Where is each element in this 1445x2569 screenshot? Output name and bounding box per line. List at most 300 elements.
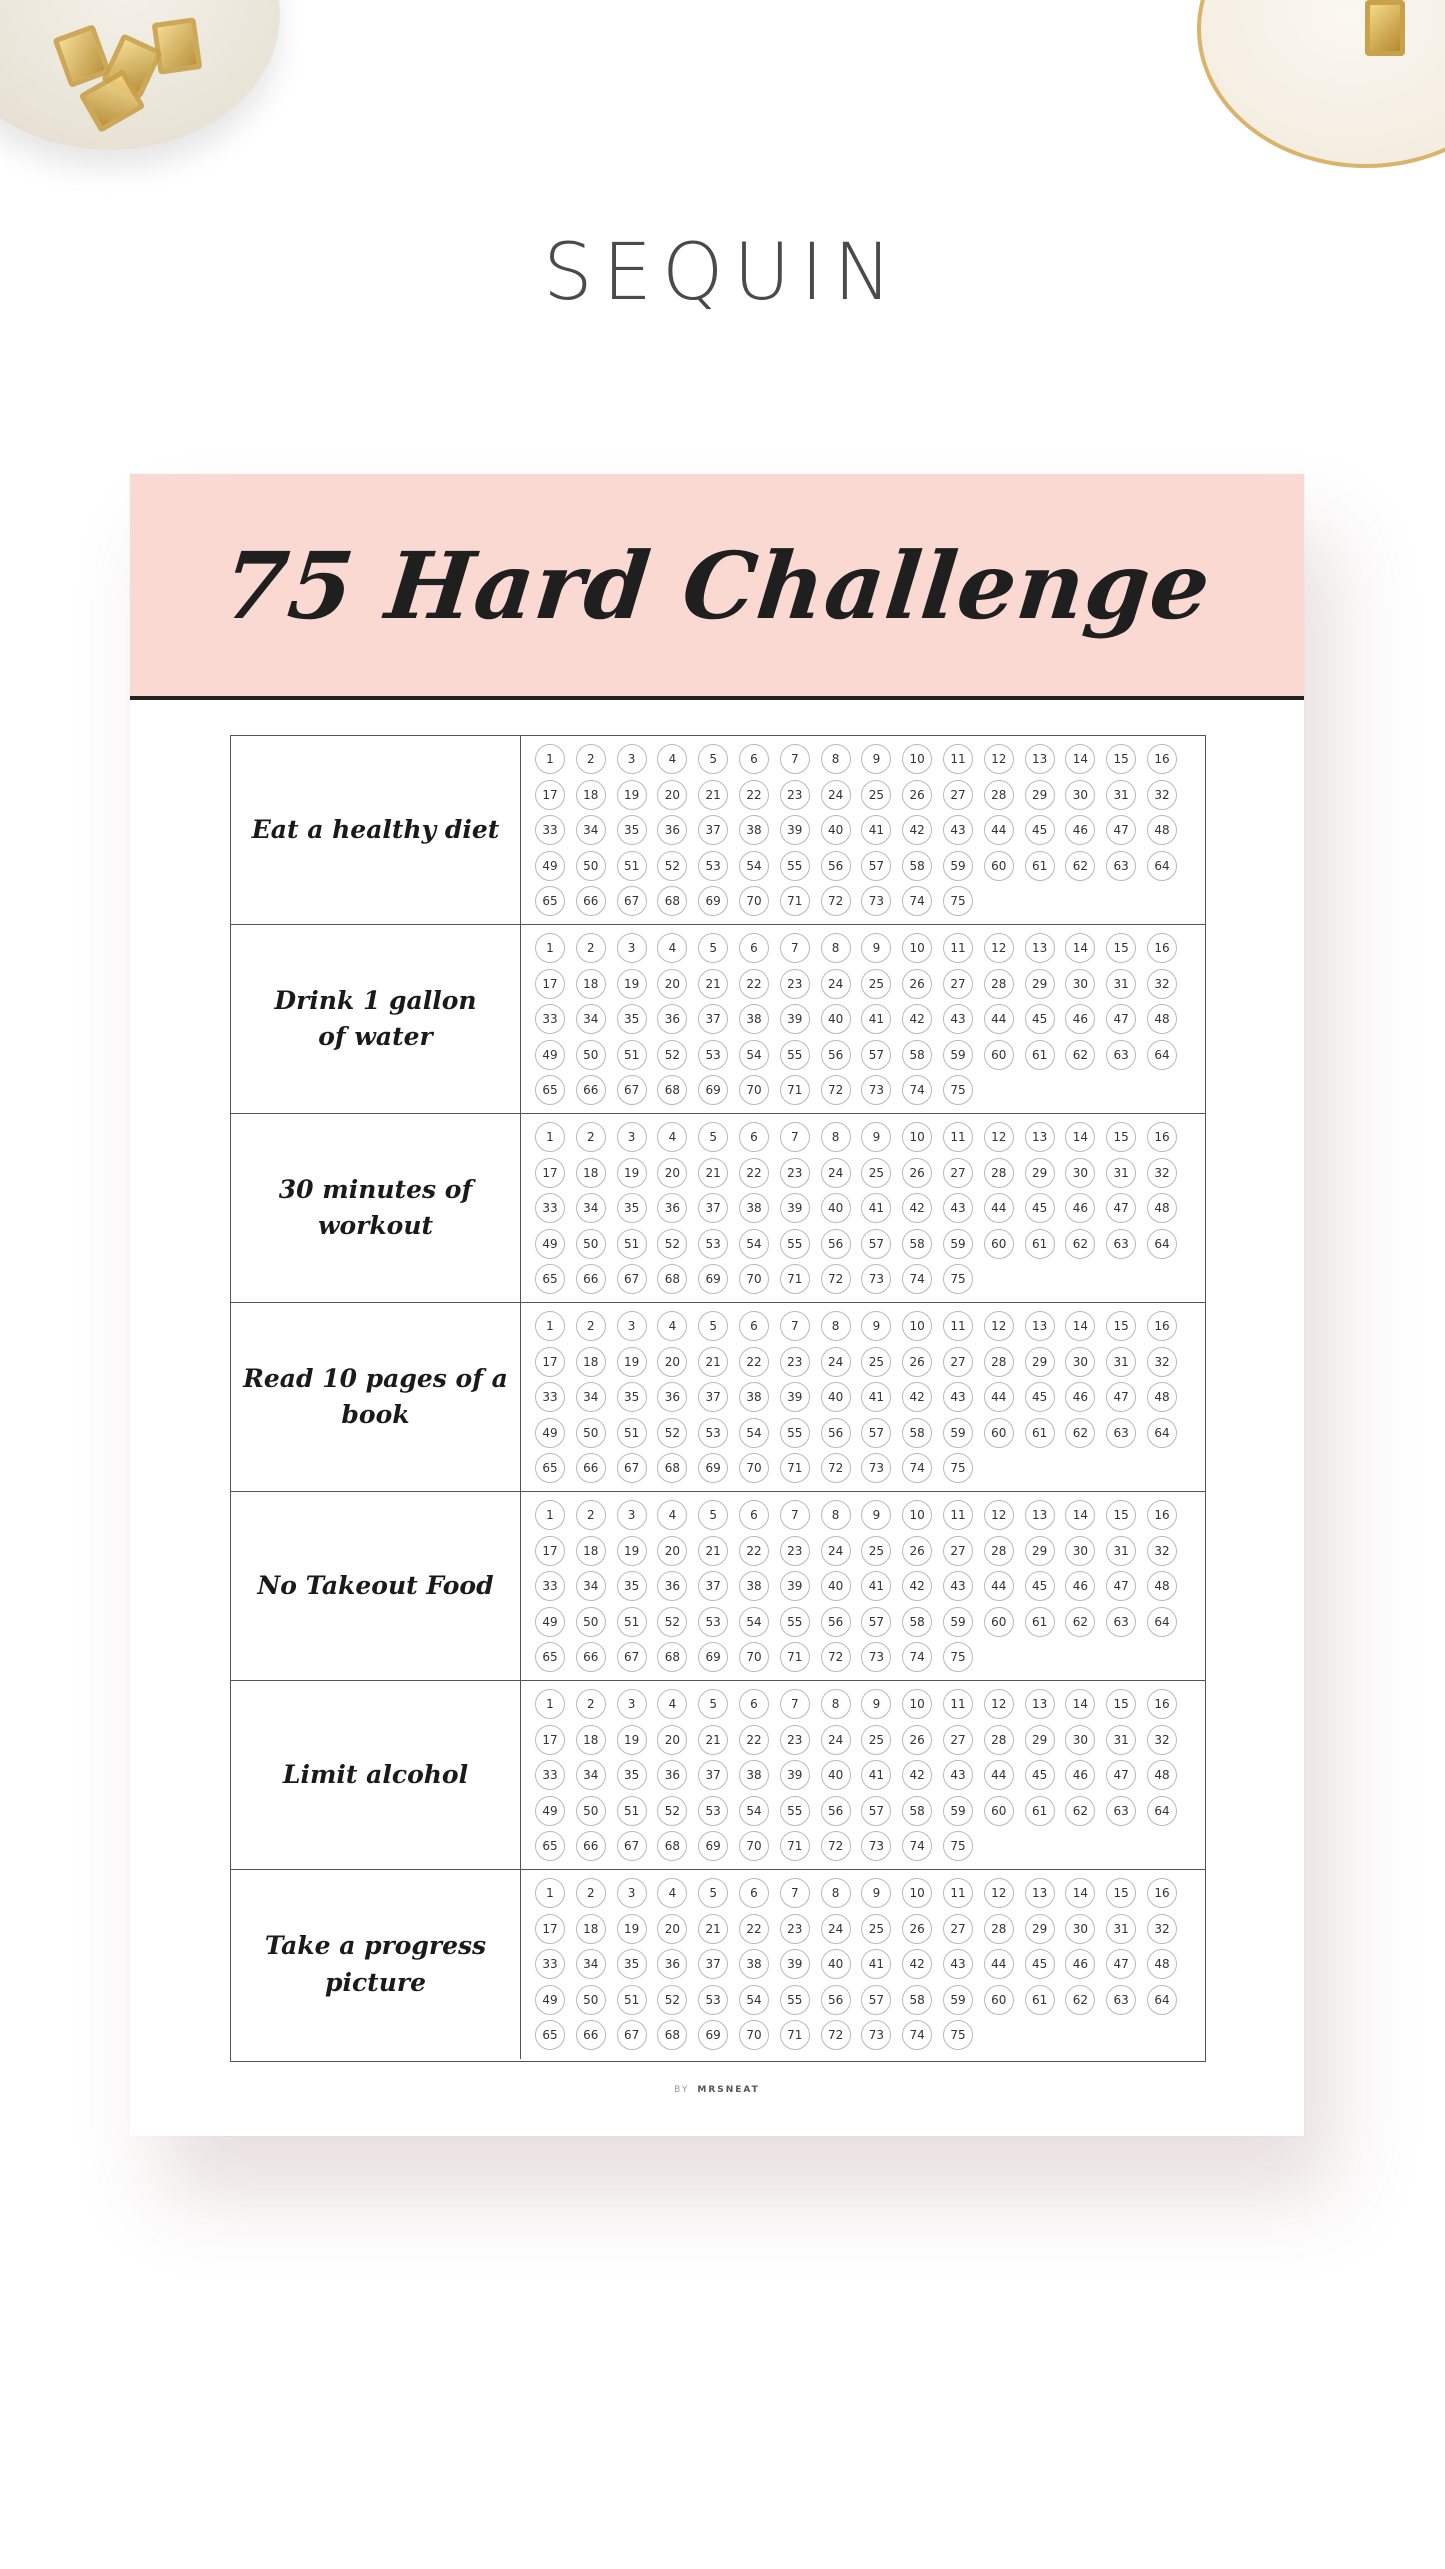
day-checkbox-circle[interactable]: 37 bbox=[698, 1382, 728, 1412]
day-checkbox-circle[interactable]: 39 bbox=[780, 1949, 810, 1979]
day-checkbox-circle[interactable]: 44 bbox=[984, 1382, 1014, 1412]
day-checkbox-circle[interactable]: 72 bbox=[821, 1453, 851, 1483]
day-checkbox-circle[interactable]: 54 bbox=[739, 851, 769, 881]
day-checkbox-circle[interactable]: 36 bbox=[657, 1193, 687, 1223]
day-checkbox-circle[interactable]: 23 bbox=[780, 1347, 810, 1377]
day-checkbox-circle[interactable]: 75 bbox=[943, 2020, 973, 2050]
day-checkbox-circle[interactable]: 62 bbox=[1065, 1607, 1095, 1637]
day-checkbox-circle[interactable]: 38 bbox=[739, 1571, 769, 1601]
day-checkbox-circle[interactable]: 15 bbox=[1106, 1689, 1136, 1719]
day-checkbox-circle[interactable]: 21 bbox=[698, 969, 728, 999]
day-checkbox-circle[interactable]: 61 bbox=[1025, 1229, 1055, 1259]
day-checkbox-circle[interactable]: 20 bbox=[657, 1158, 687, 1188]
day-checkbox-circle[interactable]: 49 bbox=[535, 1985, 565, 2015]
day-checkbox-circle[interactable]: 33 bbox=[535, 1382, 565, 1412]
day-checkbox-circle[interactable]: 39 bbox=[780, 1571, 810, 1601]
day-checkbox-circle[interactable]: 17 bbox=[535, 1914, 565, 1944]
day-checkbox-circle[interactable]: 17 bbox=[535, 1158, 565, 1188]
day-checkbox-circle[interactable]: 57 bbox=[861, 1985, 891, 2015]
day-checkbox-circle[interactable]: 40 bbox=[821, 1760, 851, 1790]
day-checkbox-circle[interactable]: 15 bbox=[1106, 933, 1136, 963]
day-checkbox-circle[interactable]: 14 bbox=[1065, 1500, 1095, 1530]
day-checkbox-circle[interactable]: 4 bbox=[657, 1500, 687, 1530]
day-checkbox-circle[interactable]: 61 bbox=[1025, 1796, 1055, 1826]
day-checkbox-circle[interactable]: 35 bbox=[617, 1760, 647, 1790]
day-checkbox-circle[interactable]: 5 bbox=[698, 744, 728, 774]
day-checkbox-circle[interactable]: 38 bbox=[739, 815, 769, 845]
day-checkbox-circle[interactable]: 4 bbox=[657, 1878, 687, 1908]
day-checkbox-circle[interactable]: 68 bbox=[657, 1453, 687, 1483]
day-checkbox-circle[interactable]: 3 bbox=[617, 1122, 647, 1152]
day-checkbox-circle[interactable]: 33 bbox=[535, 1760, 565, 1790]
day-checkbox-circle[interactable]: 25 bbox=[861, 1914, 891, 1944]
day-checkbox-circle[interactable]: 56 bbox=[821, 1796, 851, 1826]
day-checkbox-circle[interactable]: 73 bbox=[861, 1831, 891, 1861]
day-checkbox-circle[interactable]: 24 bbox=[821, 969, 851, 999]
day-checkbox-circle[interactable]: 2 bbox=[576, 1689, 606, 1719]
day-checkbox-circle[interactable]: 34 bbox=[576, 1382, 606, 1412]
day-checkbox-circle[interactable]: 22 bbox=[739, 969, 769, 999]
day-checkbox-circle[interactable]: 9 bbox=[861, 1311, 891, 1341]
day-checkbox-circle[interactable]: 26 bbox=[902, 1158, 932, 1188]
day-checkbox-circle[interactable]: 46 bbox=[1065, 1571, 1095, 1601]
day-checkbox-circle[interactable]: 64 bbox=[1147, 1040, 1177, 1070]
day-checkbox-circle[interactable]: 6 bbox=[739, 933, 769, 963]
day-checkbox-circle[interactable]: 74 bbox=[902, 886, 932, 916]
day-checkbox-circle[interactable]: 60 bbox=[984, 1229, 1014, 1259]
day-checkbox-circle[interactable]: 19 bbox=[617, 1914, 647, 1944]
day-checkbox-circle[interactable]: 55 bbox=[780, 1985, 810, 2015]
day-checkbox-circle[interactable]: 10 bbox=[902, 1500, 932, 1530]
day-checkbox-circle[interactable]: 40 bbox=[821, 1193, 851, 1223]
day-checkbox-circle[interactable]: 16 bbox=[1147, 1311, 1177, 1341]
day-checkbox-circle[interactable]: 36 bbox=[657, 1571, 687, 1601]
day-checkbox-circle[interactable]: 30 bbox=[1065, 969, 1095, 999]
day-checkbox-circle[interactable]: 5 bbox=[698, 1122, 728, 1152]
day-checkbox-circle[interactable]: 75 bbox=[943, 1075, 973, 1105]
day-checkbox-circle[interactable]: 33 bbox=[535, 815, 565, 845]
day-checkbox-circle[interactable]: 5 bbox=[698, 1500, 728, 1530]
day-checkbox-circle[interactable]: 61 bbox=[1025, 1607, 1055, 1637]
day-checkbox-circle[interactable]: 37 bbox=[698, 1193, 728, 1223]
day-checkbox-circle[interactable]: 30 bbox=[1065, 1914, 1095, 1944]
day-checkbox-circle[interactable]: 18 bbox=[576, 1536, 606, 1566]
day-checkbox-circle[interactable]: 20 bbox=[657, 969, 687, 999]
day-checkbox-circle[interactable]: 57 bbox=[861, 1418, 891, 1448]
day-checkbox-circle[interactable]: 4 bbox=[657, 1311, 687, 1341]
day-checkbox-circle[interactable]: 30 bbox=[1065, 1725, 1095, 1755]
day-checkbox-circle[interactable]: 60 bbox=[984, 1607, 1014, 1637]
day-checkbox-circle[interactable]: 62 bbox=[1065, 1796, 1095, 1826]
day-checkbox-circle[interactable]: 70 bbox=[739, 1264, 769, 1294]
day-checkbox-circle[interactable]: 21 bbox=[698, 1914, 728, 1944]
day-checkbox-circle[interactable]: 31 bbox=[1106, 1536, 1136, 1566]
day-checkbox-circle[interactable]: 52 bbox=[657, 1229, 687, 1259]
day-checkbox-circle[interactable]: 24 bbox=[821, 1914, 851, 1944]
day-checkbox-circle[interactable]: 9 bbox=[861, 1878, 891, 1908]
day-checkbox-circle[interactable]: 41 bbox=[861, 1949, 891, 1979]
day-checkbox-circle[interactable]: 47 bbox=[1106, 1004, 1136, 1034]
day-checkbox-circle[interactable]: 9 bbox=[861, 1500, 891, 1530]
day-checkbox-circle[interactable]: 29 bbox=[1025, 1725, 1055, 1755]
day-checkbox-circle[interactable]: 34 bbox=[576, 1571, 606, 1601]
day-checkbox-circle[interactable]: 71 bbox=[780, 886, 810, 916]
day-checkbox-circle[interactable]: 71 bbox=[780, 1642, 810, 1672]
day-checkbox-circle[interactable]: 72 bbox=[821, 1642, 851, 1672]
day-checkbox-circle[interactable]: 57 bbox=[861, 851, 891, 881]
day-checkbox-circle[interactable]: 31 bbox=[1106, 1347, 1136, 1377]
day-checkbox-circle[interactable]: 43 bbox=[943, 1760, 973, 1790]
day-checkbox-circle[interactable]: 60 bbox=[984, 1418, 1014, 1448]
day-checkbox-circle[interactable]: 27 bbox=[943, 1347, 973, 1377]
day-checkbox-circle[interactable]: 24 bbox=[821, 780, 851, 810]
day-checkbox-circle[interactable]: 42 bbox=[902, 1382, 932, 1412]
day-checkbox-circle[interactable]: 44 bbox=[984, 1949, 1014, 1979]
day-checkbox-circle[interactable]: 39 bbox=[780, 1193, 810, 1223]
day-checkbox-circle[interactable]: 37 bbox=[698, 1571, 728, 1601]
day-checkbox-circle[interactable]: 38 bbox=[739, 1382, 769, 1412]
day-checkbox-circle[interactable]: 38 bbox=[739, 1949, 769, 1979]
day-checkbox-circle[interactable]: 68 bbox=[657, 2020, 687, 2050]
day-checkbox-circle[interactable]: 8 bbox=[821, 1500, 851, 1530]
day-checkbox-circle[interactable]: 58 bbox=[902, 851, 932, 881]
day-checkbox-circle[interactable]: 44 bbox=[984, 1760, 1014, 1790]
day-checkbox-circle[interactable]: 4 bbox=[657, 933, 687, 963]
day-checkbox-circle[interactable]: 55 bbox=[780, 1607, 810, 1637]
day-checkbox-circle[interactable]: 67 bbox=[617, 886, 647, 916]
day-checkbox-circle[interactable]: 46 bbox=[1065, 1382, 1095, 1412]
day-checkbox-circle[interactable]: 48 bbox=[1147, 1193, 1177, 1223]
day-checkbox-circle[interactable]: 51 bbox=[617, 1229, 647, 1259]
day-checkbox-circle[interactable]: 55 bbox=[780, 851, 810, 881]
day-checkbox-circle[interactable]: 14 bbox=[1065, 744, 1095, 774]
day-checkbox-circle[interactable]: 49 bbox=[535, 1040, 565, 1070]
day-checkbox-circle[interactable]: 9 bbox=[861, 1689, 891, 1719]
day-checkbox-circle[interactable]: 62 bbox=[1065, 851, 1095, 881]
day-checkbox-circle[interactable]: 59 bbox=[943, 1040, 973, 1070]
day-checkbox-circle[interactable]: 13 bbox=[1025, 1878, 1055, 1908]
day-checkbox-circle[interactable]: 67 bbox=[617, 1264, 647, 1294]
day-checkbox-circle[interactable]: 29 bbox=[1025, 969, 1055, 999]
day-checkbox-circle[interactable]: 66 bbox=[576, 2020, 606, 2050]
day-checkbox-circle[interactable]: 22 bbox=[739, 1536, 769, 1566]
day-checkbox-circle[interactable]: 20 bbox=[657, 780, 687, 810]
day-checkbox-circle[interactable]: 8 bbox=[821, 1122, 851, 1152]
day-checkbox-circle[interactable]: 40 bbox=[821, 1949, 851, 1979]
day-checkbox-circle[interactable]: 71 bbox=[780, 1264, 810, 1294]
day-checkbox-circle[interactable]: 25 bbox=[861, 1725, 891, 1755]
day-checkbox-circle[interactable]: 10 bbox=[902, 744, 932, 774]
day-checkbox-circle[interactable]: 75 bbox=[943, 1642, 973, 1672]
day-checkbox-circle[interactable]: 7 bbox=[780, 744, 810, 774]
day-checkbox-circle[interactable]: 27 bbox=[943, 1158, 973, 1188]
day-checkbox-circle[interactable]: 25 bbox=[861, 780, 891, 810]
day-checkbox-circle[interactable]: 73 bbox=[861, 886, 891, 916]
day-checkbox-circle[interactable]: 27 bbox=[943, 1914, 973, 1944]
day-checkbox-circle[interactable]: 73 bbox=[861, 1453, 891, 1483]
day-checkbox-circle[interactable]: 49 bbox=[535, 1418, 565, 1448]
day-checkbox-circle[interactable]: 24 bbox=[821, 1158, 851, 1188]
day-checkbox-circle[interactable]: 48 bbox=[1147, 1571, 1177, 1601]
day-checkbox-circle[interactable]: 66 bbox=[576, 1075, 606, 1105]
day-checkbox-circle[interactable]: 59 bbox=[943, 1796, 973, 1826]
day-checkbox-circle[interactable]: 35 bbox=[617, 815, 647, 845]
day-checkbox-circle[interactable]: 19 bbox=[617, 1158, 647, 1188]
day-checkbox-circle[interactable]: 75 bbox=[943, 1264, 973, 1294]
day-checkbox-circle[interactable]: 67 bbox=[617, 1453, 647, 1483]
day-checkbox-circle[interactable]: 40 bbox=[821, 1382, 851, 1412]
day-checkbox-circle[interactable]: 54 bbox=[739, 1229, 769, 1259]
day-checkbox-circle[interactable]: 16 bbox=[1147, 744, 1177, 774]
day-checkbox-circle[interactable]: 60 bbox=[984, 1985, 1014, 2015]
day-checkbox-circle[interactable]: 36 bbox=[657, 1949, 687, 1979]
day-checkbox-circle[interactable]: 6 bbox=[739, 1311, 769, 1341]
day-checkbox-circle[interactable]: 41 bbox=[861, 1760, 891, 1790]
day-checkbox-circle[interactable]: 39 bbox=[780, 815, 810, 845]
day-checkbox-circle[interactable]: 45 bbox=[1025, 1571, 1055, 1601]
day-checkbox-circle[interactable]: 12 bbox=[984, 744, 1014, 774]
day-checkbox-circle[interactable]: 69 bbox=[698, 886, 728, 916]
day-checkbox-circle[interactable]: 52 bbox=[657, 1040, 687, 1070]
day-checkbox-circle[interactable]: 36 bbox=[657, 1382, 687, 1412]
day-checkbox-circle[interactable]: 18 bbox=[576, 1725, 606, 1755]
day-checkbox-circle[interactable]: 14 bbox=[1065, 1689, 1095, 1719]
day-checkbox-circle[interactable]: 33 bbox=[535, 1004, 565, 1034]
day-checkbox-circle[interactable]: 37 bbox=[698, 1760, 728, 1790]
day-checkbox-circle[interactable]: 71 bbox=[780, 1831, 810, 1861]
day-checkbox-circle[interactable]: 11 bbox=[943, 1311, 973, 1341]
day-checkbox-circle[interactable]: 46 bbox=[1065, 1760, 1095, 1790]
day-checkbox-circle[interactable]: 53 bbox=[698, 1607, 728, 1637]
day-checkbox-circle[interactable]: 51 bbox=[617, 1796, 647, 1826]
day-checkbox-circle[interactable]: 52 bbox=[657, 1418, 687, 1448]
day-checkbox-circle[interactable]: 8 bbox=[821, 1878, 851, 1908]
day-checkbox-circle[interactable]: 62 bbox=[1065, 1418, 1095, 1448]
day-checkbox-circle[interactable]: 61 bbox=[1025, 851, 1055, 881]
day-checkbox-circle[interactable]: 63 bbox=[1106, 1418, 1136, 1448]
day-checkbox-circle[interactable]: 44 bbox=[984, 1004, 1014, 1034]
day-checkbox-circle[interactable]: 1 bbox=[535, 1500, 565, 1530]
day-checkbox-circle[interactable]: 30 bbox=[1065, 1347, 1095, 1377]
day-checkbox-circle[interactable]: 37 bbox=[698, 1004, 728, 1034]
day-checkbox-circle[interactable]: 49 bbox=[535, 1607, 565, 1637]
day-checkbox-circle[interactable]: 5 bbox=[698, 1311, 728, 1341]
day-checkbox-circle[interactable]: 6 bbox=[739, 744, 769, 774]
day-checkbox-circle[interactable]: 72 bbox=[821, 1075, 851, 1105]
day-checkbox-circle[interactable]: 35 bbox=[617, 1004, 647, 1034]
day-checkbox-circle[interactable]: 25 bbox=[861, 1536, 891, 1566]
day-checkbox-circle[interactable]: 64 bbox=[1147, 1418, 1177, 1448]
day-checkbox-circle[interactable]: 64 bbox=[1147, 851, 1177, 881]
day-checkbox-circle[interactable]: 18 bbox=[576, 1347, 606, 1377]
day-checkbox-circle[interactable]: 42 bbox=[902, 1949, 932, 1979]
day-checkbox-circle[interactable]: 14 bbox=[1065, 933, 1095, 963]
day-checkbox-circle[interactable]: 35 bbox=[617, 1949, 647, 1979]
day-checkbox-circle[interactable]: 68 bbox=[657, 1264, 687, 1294]
day-checkbox-circle[interactable]: 10 bbox=[902, 1311, 932, 1341]
day-checkbox-circle[interactable]: 28 bbox=[984, 780, 1014, 810]
day-checkbox-circle[interactable]: 1 bbox=[535, 933, 565, 963]
day-checkbox-circle[interactable]: 65 bbox=[535, 1075, 565, 1105]
day-checkbox-circle[interactable]: 70 bbox=[739, 1642, 769, 1672]
day-checkbox-circle[interactable]: 18 bbox=[576, 1914, 606, 1944]
day-checkbox-circle[interactable]: 70 bbox=[739, 1831, 769, 1861]
day-checkbox-circle[interactable]: 65 bbox=[535, 1642, 565, 1672]
day-checkbox-circle[interactable]: 26 bbox=[902, 1725, 932, 1755]
day-checkbox-circle[interactable]: 16 bbox=[1147, 1878, 1177, 1908]
day-checkbox-circle[interactable]: 71 bbox=[780, 1075, 810, 1105]
day-checkbox-circle[interactable]: 55 bbox=[780, 1040, 810, 1070]
day-checkbox-circle[interactable]: 70 bbox=[739, 2020, 769, 2050]
day-checkbox-circle[interactable]: 1 bbox=[535, 1122, 565, 1152]
day-checkbox-circle[interactable]: 45 bbox=[1025, 1949, 1055, 1979]
day-checkbox-circle[interactable]: 12 bbox=[984, 1500, 1014, 1530]
day-checkbox-circle[interactable]: 12 bbox=[984, 933, 1014, 963]
day-checkbox-circle[interactable]: 50 bbox=[576, 1229, 606, 1259]
day-checkbox-circle[interactable]: 74 bbox=[902, 1831, 932, 1861]
day-checkbox-circle[interactable]: 6 bbox=[739, 1500, 769, 1530]
day-checkbox-circle[interactable]: 17 bbox=[535, 969, 565, 999]
day-checkbox-circle[interactable]: 17 bbox=[535, 780, 565, 810]
day-checkbox-circle[interactable]: 1 bbox=[535, 744, 565, 774]
day-checkbox-circle[interactable]: 49 bbox=[535, 1796, 565, 1826]
day-checkbox-circle[interactable]: 3 bbox=[617, 1689, 647, 1719]
day-checkbox-circle[interactable]: 68 bbox=[657, 886, 687, 916]
day-checkbox-circle[interactable]: 56 bbox=[821, 1229, 851, 1259]
day-checkbox-circle[interactable]: 47 bbox=[1106, 1193, 1136, 1223]
day-checkbox-circle[interactable]: 69 bbox=[698, 2020, 728, 2050]
day-checkbox-circle[interactable]: 47 bbox=[1106, 815, 1136, 845]
day-checkbox-circle[interactable]: 50 bbox=[576, 1607, 606, 1637]
day-checkbox-circle[interactable]: 23 bbox=[780, 1914, 810, 1944]
day-checkbox-circle[interactable]: 58 bbox=[902, 1418, 932, 1448]
day-checkbox-circle[interactable]: 45 bbox=[1025, 815, 1055, 845]
day-checkbox-circle[interactable]: 7 bbox=[780, 1311, 810, 1341]
day-checkbox-circle[interactable]: 50 bbox=[576, 1040, 606, 1070]
day-checkbox-circle[interactable]: 30 bbox=[1065, 780, 1095, 810]
day-checkbox-circle[interactable]: 11 bbox=[943, 1500, 973, 1530]
day-checkbox-circle[interactable]: 65 bbox=[535, 1264, 565, 1294]
day-checkbox-circle[interactable]: 38 bbox=[739, 1760, 769, 1790]
day-checkbox-circle[interactable]: 50 bbox=[576, 1796, 606, 1826]
day-checkbox-circle[interactable]: 56 bbox=[821, 1418, 851, 1448]
day-checkbox-circle[interactable]: 5 bbox=[698, 1878, 728, 1908]
day-checkbox-circle[interactable]: 32 bbox=[1147, 1725, 1177, 1755]
day-checkbox-circle[interactable]: 4 bbox=[657, 744, 687, 774]
day-checkbox-circle[interactable]: 58 bbox=[902, 1040, 932, 1070]
day-checkbox-circle[interactable]: 10 bbox=[902, 1689, 932, 1719]
day-checkbox-circle[interactable]: 54 bbox=[739, 1796, 769, 1826]
day-checkbox-circle[interactable]: 32 bbox=[1147, 969, 1177, 999]
day-checkbox-circle[interactable]: 66 bbox=[576, 1642, 606, 1672]
day-checkbox-circle[interactable]: 57 bbox=[861, 1040, 891, 1070]
day-checkbox-circle[interactable]: 52 bbox=[657, 851, 687, 881]
day-checkbox-circle[interactable]: 26 bbox=[902, 1536, 932, 1566]
day-checkbox-circle[interactable]: 65 bbox=[535, 1831, 565, 1861]
day-checkbox-circle[interactable]: 39 bbox=[780, 1760, 810, 1790]
day-checkbox-circle[interactable]: 10 bbox=[902, 1878, 932, 1908]
day-checkbox-circle[interactable]: 32 bbox=[1147, 1914, 1177, 1944]
day-checkbox-circle[interactable]: 4 bbox=[657, 1122, 687, 1152]
day-checkbox-circle[interactable]: 63 bbox=[1106, 851, 1136, 881]
day-checkbox-circle[interactable]: 67 bbox=[617, 1831, 647, 1861]
day-checkbox-circle[interactable]: 25 bbox=[861, 1158, 891, 1188]
day-checkbox-circle[interactable]: 19 bbox=[617, 1725, 647, 1755]
day-checkbox-circle[interactable]: 3 bbox=[617, 933, 647, 963]
day-checkbox-circle[interactable]: 47 bbox=[1106, 1382, 1136, 1412]
day-checkbox-circle[interactable]: 44 bbox=[984, 1193, 1014, 1223]
day-checkbox-circle[interactable]: 73 bbox=[861, 1642, 891, 1672]
day-checkbox-circle[interactable]: 28 bbox=[984, 969, 1014, 999]
day-checkbox-circle[interactable]: 35 bbox=[617, 1382, 647, 1412]
day-checkbox-circle[interactable]: 43 bbox=[943, 1004, 973, 1034]
day-checkbox-circle[interactable]: 64 bbox=[1147, 1985, 1177, 2015]
day-checkbox-circle[interactable]: 36 bbox=[657, 815, 687, 845]
day-checkbox-circle[interactable]: 57 bbox=[861, 1607, 891, 1637]
day-checkbox-circle[interactable]: 31 bbox=[1106, 780, 1136, 810]
day-checkbox-circle[interactable]: 29 bbox=[1025, 1914, 1055, 1944]
day-checkbox-circle[interactable]: 5 bbox=[698, 933, 728, 963]
day-checkbox-circle[interactable]: 59 bbox=[943, 1229, 973, 1259]
day-checkbox-circle[interactable]: 26 bbox=[902, 1914, 932, 1944]
day-checkbox-circle[interactable]: 2 bbox=[576, 744, 606, 774]
day-checkbox-circle[interactable]: 50 bbox=[576, 1418, 606, 1448]
day-checkbox-circle[interactable]: 7 bbox=[780, 933, 810, 963]
day-checkbox-circle[interactable]: 20 bbox=[657, 1725, 687, 1755]
day-checkbox-circle[interactable]: 7 bbox=[780, 1122, 810, 1152]
day-checkbox-circle[interactable]: 69 bbox=[698, 1075, 728, 1105]
day-checkbox-circle[interactable]: 59 bbox=[943, 851, 973, 881]
day-checkbox-circle[interactable]: 2 bbox=[576, 1878, 606, 1908]
day-checkbox-circle[interactable]: 43 bbox=[943, 1571, 973, 1601]
day-checkbox-circle[interactable]: 21 bbox=[698, 1347, 728, 1377]
day-checkbox-circle[interactable]: 62 bbox=[1065, 1985, 1095, 2015]
day-checkbox-circle[interactable]: 55 bbox=[780, 1796, 810, 1826]
day-checkbox-circle[interactable]: 74 bbox=[902, 1453, 932, 1483]
day-checkbox-circle[interactable]: 11 bbox=[943, 1878, 973, 1908]
day-checkbox-circle[interactable]: 8 bbox=[821, 744, 851, 774]
day-checkbox-circle[interactable]: 41 bbox=[861, 1382, 891, 1412]
day-checkbox-circle[interactable]: 15 bbox=[1106, 744, 1136, 774]
day-checkbox-circle[interactable]: 53 bbox=[698, 851, 728, 881]
day-checkbox-circle[interactable]: 57 bbox=[861, 1796, 891, 1826]
day-checkbox-circle[interactable]: 48 bbox=[1147, 1382, 1177, 1412]
day-checkbox-circle[interactable]: 30 bbox=[1065, 1158, 1095, 1188]
day-checkbox-circle[interactable]: 53 bbox=[698, 1229, 728, 1259]
day-checkbox-circle[interactable]: 32 bbox=[1147, 1536, 1177, 1566]
day-checkbox-circle[interactable]: 59 bbox=[943, 1607, 973, 1637]
day-checkbox-circle[interactable]: 54 bbox=[739, 1040, 769, 1070]
day-checkbox-circle[interactable]: 1 bbox=[535, 1878, 565, 1908]
day-checkbox-circle[interactable]: 51 bbox=[617, 1607, 647, 1637]
day-checkbox-circle[interactable]: 64 bbox=[1147, 1229, 1177, 1259]
day-checkbox-circle[interactable]: 33 bbox=[535, 1949, 565, 1979]
day-checkbox-circle[interactable]: 72 bbox=[821, 1831, 851, 1861]
day-checkbox-circle[interactable]: 46 bbox=[1065, 1193, 1095, 1223]
day-checkbox-circle[interactable]: 29 bbox=[1025, 1347, 1055, 1377]
day-checkbox-circle[interactable]: 31 bbox=[1106, 1914, 1136, 1944]
day-checkbox-circle[interactable]: 11 bbox=[943, 744, 973, 774]
day-checkbox-circle[interactable]: 70 bbox=[739, 886, 769, 916]
day-checkbox-circle[interactable]: 52 bbox=[657, 1985, 687, 2015]
day-checkbox-circle[interactable]: 12 bbox=[984, 1122, 1014, 1152]
day-checkbox-circle[interactable]: 53 bbox=[698, 1796, 728, 1826]
day-checkbox-circle[interactable]: 66 bbox=[576, 886, 606, 916]
day-checkbox-circle[interactable]: 16 bbox=[1147, 1689, 1177, 1719]
day-checkbox-circle[interactable]: 60 bbox=[984, 1040, 1014, 1070]
day-checkbox-circle[interactable]: 25 bbox=[861, 969, 891, 999]
day-checkbox-circle[interactable]: 45 bbox=[1025, 1760, 1055, 1790]
